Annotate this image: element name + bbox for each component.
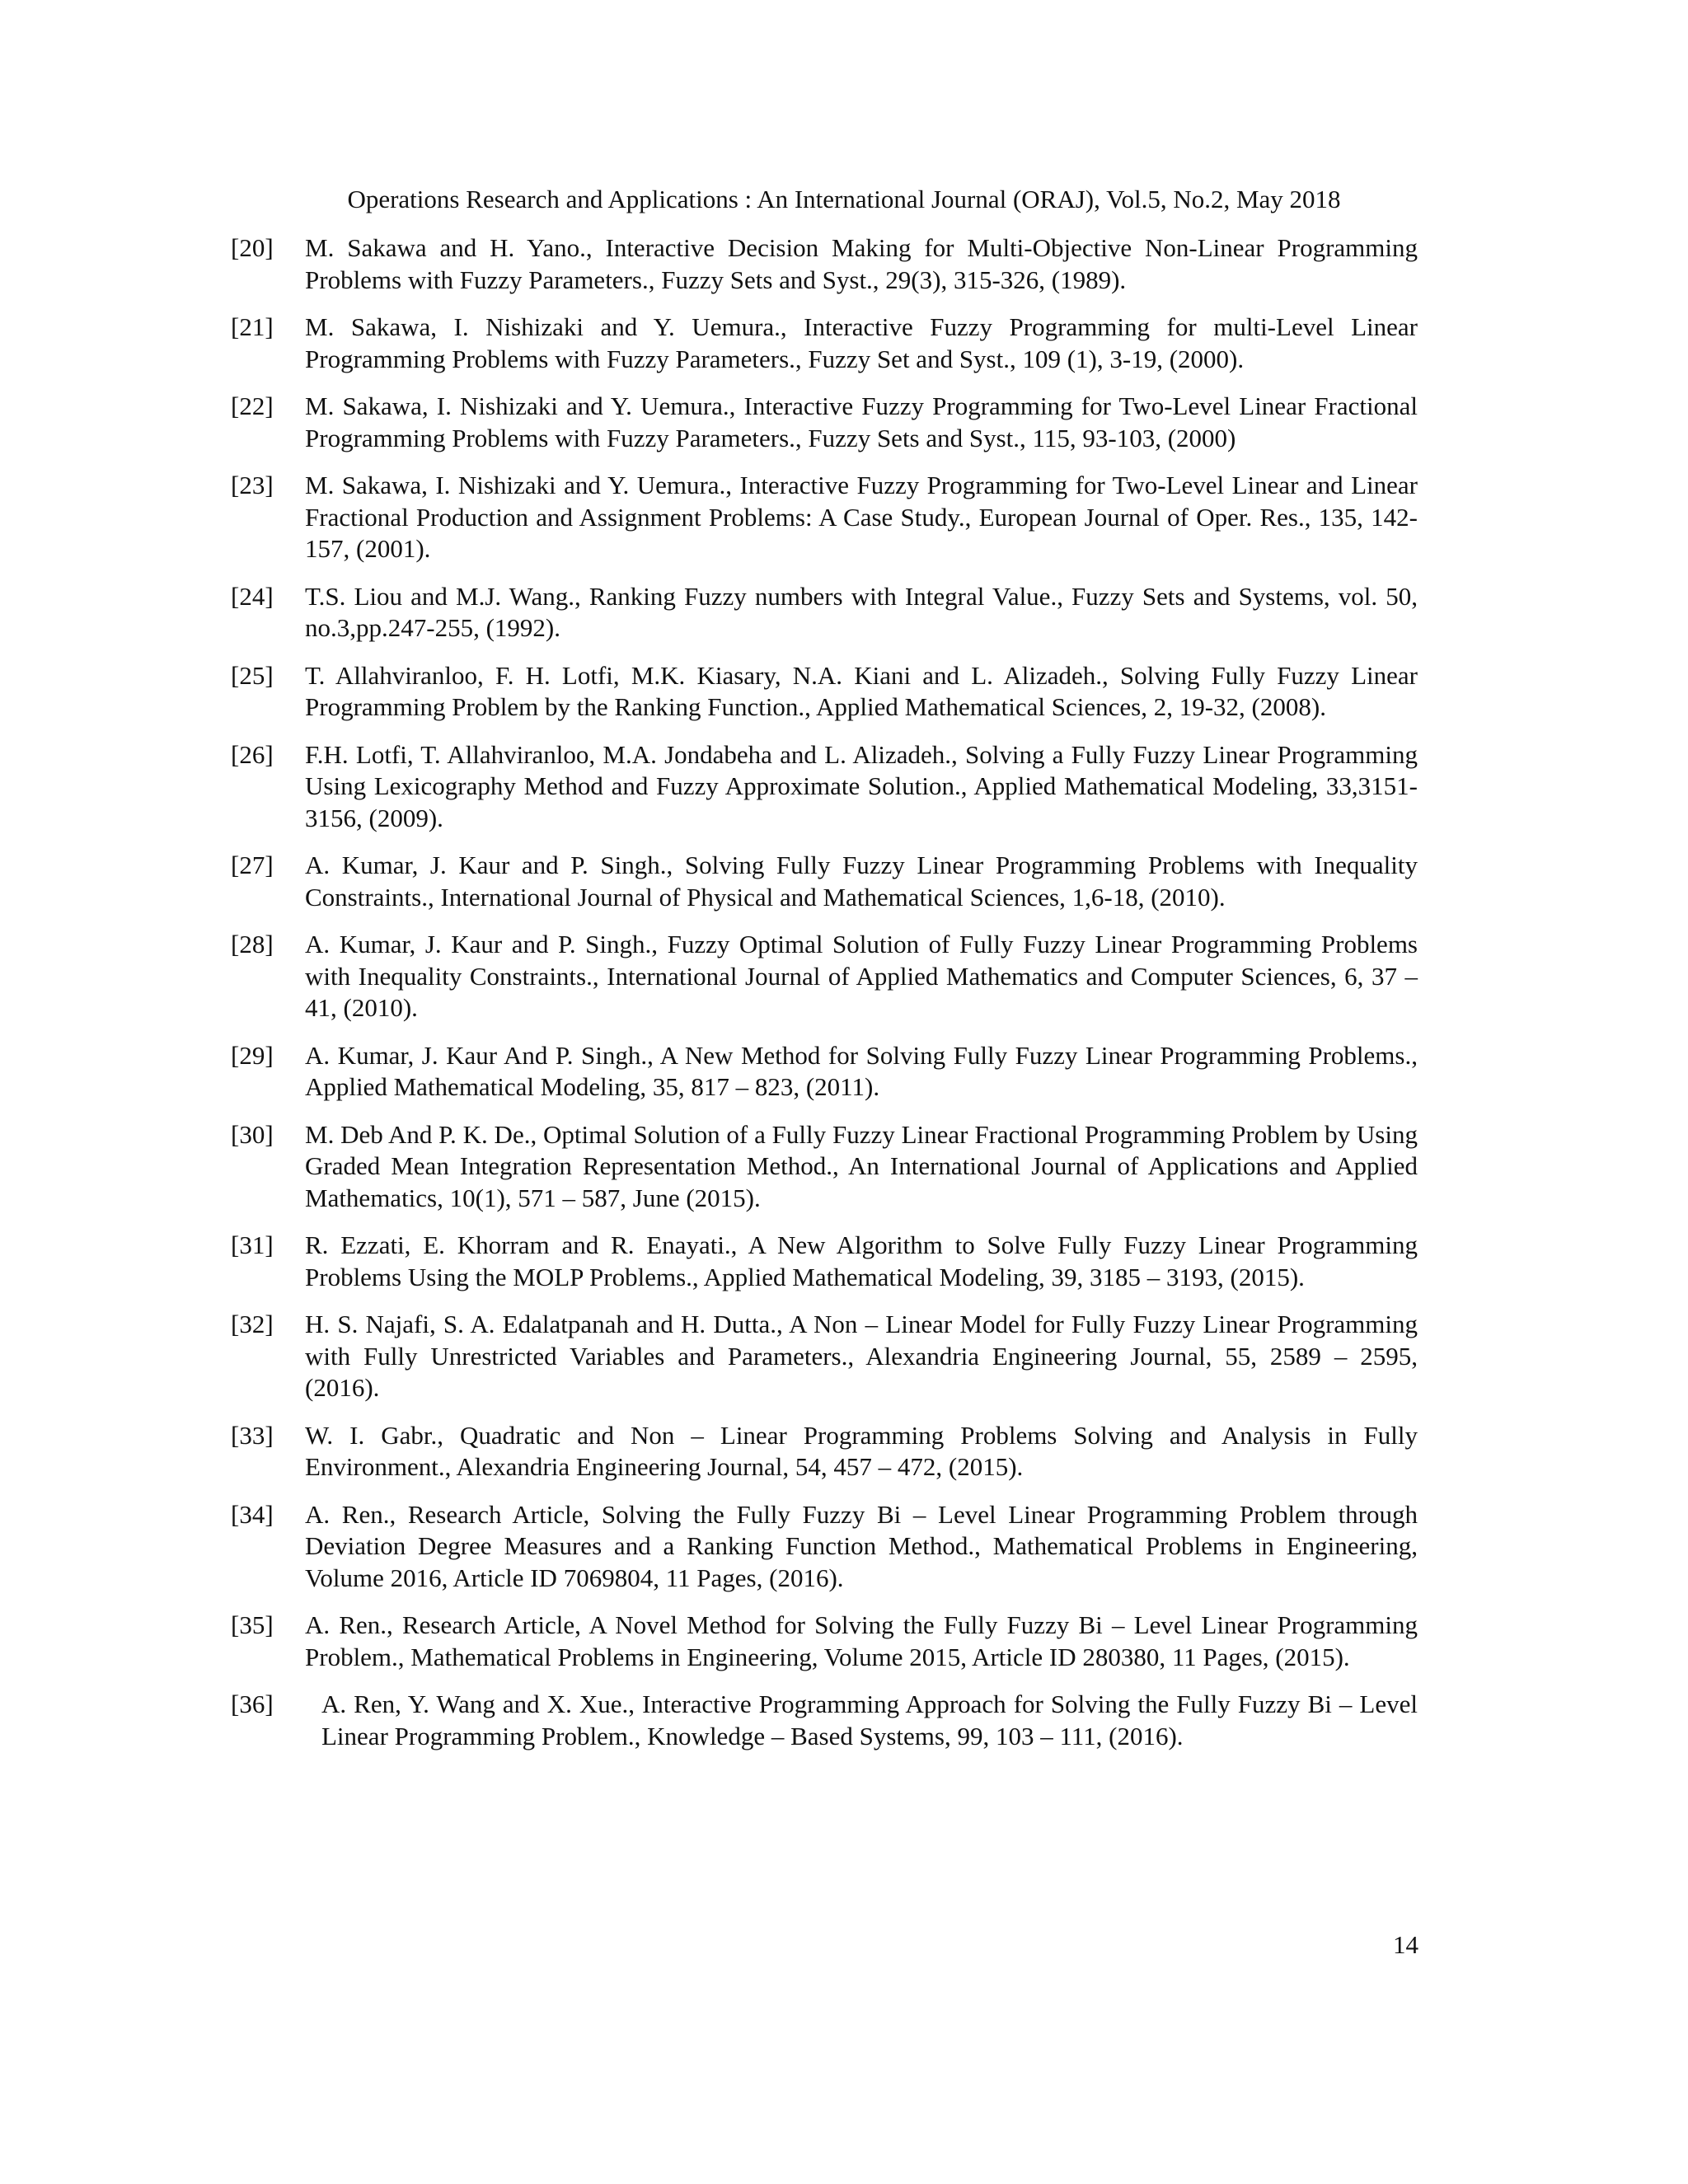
reference-item-30: [231, 1119, 1418, 1215]
reference-text: M. Sakawa, I. Nishizaki and Y. Uemura., Interactive Fuzzy Programming for Two-Level Linear and Linear Fractional Production and Assignment Problems: A Case Study., European Journal of Oper. Res., 135, 142- 157, (2001).: [305, 471, 1418, 563]
running-header: Operations Research and Applications : An International Journal (ORAJ), Vol.5, No.2, May 2018: [347, 185, 1341, 213]
reference-text: R. Ezzati, E. Khorram and R. Enayati., A New Algorithm to Solve Fully Fuzzy Linear Programming Problems Using the MOLP Problems., Applied Mathematical Modeling, 39, 3185 – 3193, (2015).: [305, 1230, 1418, 1291]
reference-text: M. Sakawa, I. Nishizaki and Y. Uemura., Interactive Fuzzy Programming for multi-Level Linear Programming Problems with Fuzzy Parameters., Fuzzy Set and Syst., 109 (1), 3-19, (2000).: [305, 312, 1418, 373]
reference-item-32: [231, 1309, 1418, 1404]
reference-item-35: [231, 1610, 1418, 1673]
reference-number: [32]: [231, 1310, 274, 1338]
reference-text: M. Deb And P. K. De., Optimal Solution of a Fully Fuzzy Linear Fractional Programming Problem by Using Graded Mean Integration Representation Method., An International Journal of Applications and Applied Mathematics, 10(1), 571 – 587, June (2015).: [305, 1119, 1418, 1212]
reference-number: [27]: [231, 851, 274, 879]
reference-text: M. Sakawa and H. Yano., Interactive Decision Making for Multi-Objective Non-Linear Programming Problems with Fuzzy Parameters., Fuzzy Sets and Syst., 29(3), 315-326, (1989).: [305, 233, 1418, 294]
reference-item-21: [231, 312, 1418, 375]
reference-text: A. Ren., Research Article, A Novel Method for Solving the Fully Fuzzy Bi – Level Linear Programming Problem., Mathematical Problems in Engineering, Volume 2015, Article ID 280380, 11 Pages, (2015).: [305, 1610, 1418, 1671]
reference-number: [21]: [231, 312, 274, 341]
reference-item-34: [231, 1499, 1418, 1595]
reference-text: A. Ren, Y. Wang and X. Xue., Interactive Programming Approach for Solving the Fully Fuzzy Bi – Level Linear Programming Problem., Knowledge – Based Systems, 99, 103 – 111, (2016).: [321, 1690, 1418, 1750]
reference-number: [25]: [231, 660, 274, 690]
reference-number: [31]: [231, 1230, 274, 1259]
reference-item-28: [231, 929, 1418, 1024]
reference-item-26: [231, 739, 1418, 835]
reference-text: W. I. Gabr., Quadratic and Non – Linear Programming Problems Solving and Analysis in Fully Environment., Alexandria Engineering Journal, 54, 457 – 472, (2015).: [305, 1420, 1418, 1481]
reference-number: [28]: [231, 930, 274, 958]
page-number: 14: [1393, 1930, 1418, 1959]
reference-item-27: [231, 850, 1418, 913]
reference-text: A. Kumar, J. Kaur And P. Singh., A New Method for Solving Fully Fuzzy Linear Programming Problems., Applied Mathematical Modeling, 35, 817 – 823, (2011).: [305, 1040, 1418, 1101]
reference-number: [22]: [231, 391, 274, 420]
reference-item-31: [231, 1230, 1418, 1293]
reference-number: [35]: [231, 1610, 274, 1639]
reference-text: T.S. Liou and M.J. Wang., Ranking Fuzzy numbers with Integral Value., Fuzzy Sets and Systems, vol. 50, no.3,pp.247-255, (1992).: [305, 581, 1418, 642]
reference-item-33: [231, 1420, 1418, 1483]
reference-item-23: [231, 470, 1418, 565]
reference-item-29: [231, 1040, 1418, 1104]
reference-text: T. Allahviranloo, F. H. Lotfi, M.K. Kiasary, N.A. Kiani and L. Alizadeh., Solving Fully Fuzzy Linear Programming Problem by the Ranking Function., Applied Mathematical Sciences, 2, 19-32, (2008).: [305, 660, 1418, 721]
reference-text: H. S. Najafi, S. A. Edalatpanah and H. Dutta., A Non – Linear Model for Fully Fuzzy Linear Programming with Fully Unrestricted Variables and Parameters., Alexandria Engineering Journal, 55, 2589 – 2595, (2016).: [305, 1310, 1418, 1402]
reference-text: A. Kumar, J. Kaur and P. Singh., Solving Fully Fuzzy Linear Programming Problems with Inequality Constraints., International Journal of Physical and Mathematical Sciences, 1,6-18, (2010).: [305, 851, 1418, 912]
reference-number: [20]: [231, 233, 274, 262]
reference-number: [30]: [231, 1119, 274, 1149]
reference-item-24: [231, 581, 1418, 644]
reference-number: [23]: [231, 471, 274, 499]
reference-text: A. Ren., Research Article, Solving the Fully Fuzzy Bi – Level Linear Programming Problem through Deviation Degree Measures and a Ranking Function Method., Mathematical Problems in Engineering, Volume 2016, Article ID 7069804, 11 Pages, (2016).: [305, 1499, 1418, 1592]
reference-item-25: [231, 660, 1418, 724]
reference-text: A. Kumar, J. Kaur and P. Singh., Fuzzy Optimal Solution of Fully Fuzzy Linear Programming Problems with Inequality Constraints., International Journal of Applied Mathematics and Computer Sciences, 6, 37 – 41, (2010).: [305, 930, 1418, 1022]
reference-number: [26]: [231, 739, 274, 769]
reference-text: F.H. Lotfi, T. Allahviranloo, M.A. Jondabeha and L. Alizadeh., Solving a Fully Fuzzy Linear Programming Using Lexicography Method and Fuzzy Approximate Solution., Applied Mathematical Modeling, 33,3151-3156, (2009).: [305, 739, 1418, 832]
reference-number: [36]: [231, 1690, 274, 1718]
reference-text: M. Sakawa, I. Nishizaki and Y. Uemura., Interactive Fuzzy Programming for Two-Level Linear Fractional Programming Problems with Fuzzy Parameters., Fuzzy Sets and Syst., 115, 93-103, (2000): [305, 391, 1418, 452]
reference-number: [33]: [231, 1420, 274, 1450]
reference-number: [24]: [231, 581, 274, 611]
reference-item-36: [231, 1689, 1418, 1752]
reference-list: [231, 232, 1418, 1768]
reference-item-20: [231, 232, 1418, 296]
reference-item-22: [231, 391, 1418, 454]
reference-number: [29]: [231, 1040, 274, 1070]
reference-number: [34]: [231, 1499, 274, 1529]
